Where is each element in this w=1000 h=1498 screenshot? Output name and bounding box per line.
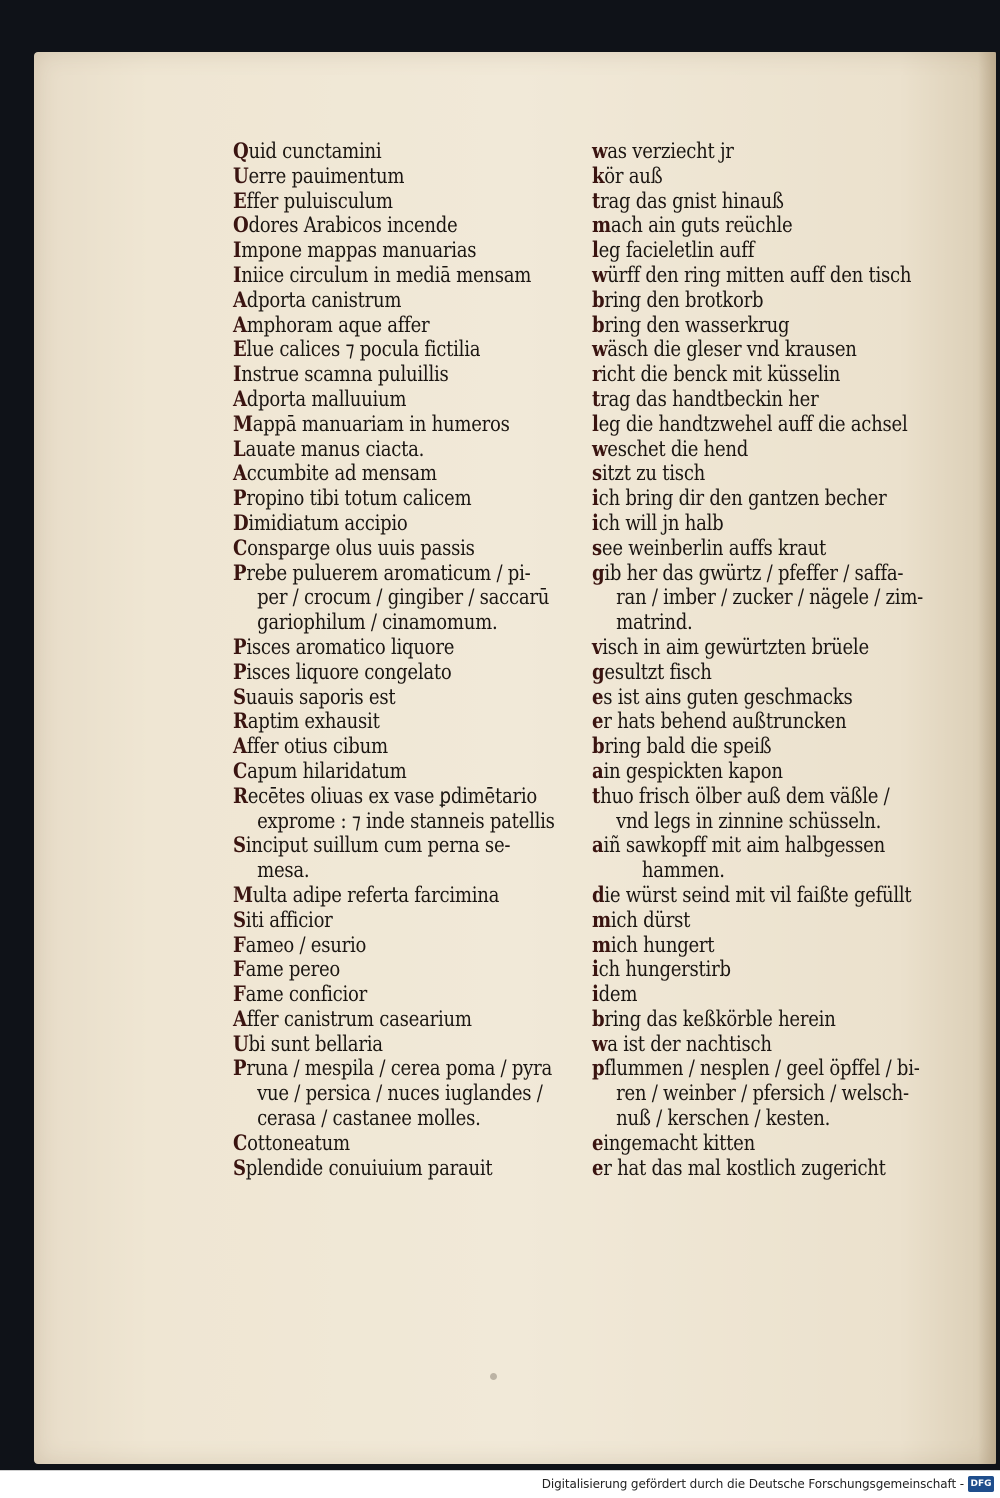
german-text: iñ sawkopff mit aim halbgessen <box>603 833 885 858</box>
latin-line: gariophilum / cinamomum. <box>257 610 498 635</box>
latin-initial: A <box>233 286 247 312</box>
latin-initial: C <box>233 757 248 783</box>
german-initial: m <box>592 906 611 932</box>
latin-text: dporta canistrum <box>246 287 402 312</box>
german-text: eg die handtzwehel auff die achsel <box>598 411 908 436</box>
german-line <box>592 337 906 362</box>
latin-line <box>233 759 538 784</box>
ink-smudge <box>490 1373 497 1380</box>
latin-text: ulta adipe referta farcimina <box>252 882 500 907</box>
latin-line <box>233 536 538 561</box>
latin-initial: A <box>233 733 247 759</box>
german-line <box>592 313 906 338</box>
german-line <box>592 908 906 933</box>
german-text: rag das handtbeckin her <box>600 386 819 411</box>
latin-text: ecētes oliuas ex vase ꝑdimētario <box>247 783 537 808</box>
latin-text: ffer canistrum casearium <box>246 1006 472 1031</box>
german-initial: w <box>592 138 608 163</box>
latin-initial: F <box>233 956 246 982</box>
latin-line <box>233 412 538 437</box>
german-text: esultzt fisch <box>604 659 712 684</box>
latin-text: ffer otius cibum <box>246 734 388 759</box>
german-initial: s <box>592 534 602 560</box>
latin-line <box>233 685 538 710</box>
german-line <box>592 660 906 685</box>
german-initial: t <box>592 782 601 808</box>
german-text: ingemacht kitten <box>603 1130 755 1155</box>
german-initial: w <box>592 336 608 362</box>
german-line: nuß / kerschen / kesten. <box>616 1106 831 1131</box>
german-line <box>592 709 906 734</box>
latin-initial: R <box>233 782 248 808</box>
german-initial: b <box>592 286 605 312</box>
german-initial: k <box>592 162 605 188</box>
german-text: dem <box>598 982 638 1007</box>
latin-line <box>233 1131 538 1156</box>
german-line <box>592 139 906 164</box>
german-initial: i <box>592 509 599 535</box>
german-initial: e <box>592 1154 604 1180</box>
latin-text: niice circulum in mediā mensam <box>241 262 532 287</box>
latin-text: apum hilaridatum <box>247 758 407 783</box>
german-initial: l <box>592 237 599 263</box>
latin-initial: P <box>233 658 247 684</box>
latin-column <box>233 139 588 1180</box>
latin-line <box>233 734 538 759</box>
latin-text: ameo / esurio <box>245 932 367 957</box>
latin-initial: C <box>233 1129 248 1155</box>
german-text: ach ain guts reüchle <box>610 213 793 238</box>
latin-text: ropino tibi totum calicem <box>246 486 472 511</box>
latin-line <box>233 660 538 685</box>
german-initial: a <box>592 832 604 858</box>
german-text: ring das keßkörble herein <box>604 1006 836 1031</box>
german-column <box>592 139 957 1180</box>
latin-line <box>233 933 538 958</box>
footer-bar <box>0 1470 1000 1498</box>
german-initial: w <box>592 261 608 287</box>
german-text: icht die benck mit küsselin <box>601 362 841 387</box>
latin-initial: I <box>233 361 242 387</box>
german-line <box>592 635 906 660</box>
latin-initial: U <box>233 162 249 188</box>
german-line <box>592 881 912 908</box>
latin-line <box>233 263 538 288</box>
latin-initial: E <box>233 336 247 362</box>
latin-initial: E <box>233 187 247 213</box>
dfg-logo: DFG <box>968 1476 994 1492</box>
german-initial: e <box>592 683 604 709</box>
latin-line: exprome : ⁊ inde stanneis patellis <box>257 808 555 833</box>
german-text: r hats behend außtruncken <box>603 709 847 734</box>
german-text: a ist der nachtisch <box>607 1031 772 1056</box>
latin-text: runa / mespila / cerea poma / pyra <box>246 1056 553 1081</box>
german-line <box>592 189 906 214</box>
german-line: ran / imber / zucker / nägele / zim- <box>616 585 924 610</box>
german-initial: w <box>592 1030 608 1056</box>
german-initial: a <box>592 757 604 783</box>
german-text: äsch die gleser vnd krausen <box>607 337 857 362</box>
german-line <box>592 261 912 288</box>
german-text: rag das gnist hinauß <box>600 188 784 213</box>
latin-initial: A <box>233 460 247 486</box>
german-text: flummen / nesplen / geel öpffel / bi- <box>604 1056 920 1081</box>
german-initial: e <box>592 708 604 734</box>
german-line <box>592 387 906 412</box>
latin-text: isces liquore congelato <box>246 659 452 684</box>
latin-line <box>233 288 538 313</box>
latin-line <box>233 387 538 412</box>
latin-text: dporta malluuium <box>246 386 407 411</box>
german-line <box>592 734 906 759</box>
latin-initial: S <box>233 906 246 932</box>
german-line <box>592 982 906 1007</box>
german-line <box>592 759 906 784</box>
german-line <box>592 288 906 313</box>
latin-line: vue / persica / nuces iuglandes / <box>257 1081 543 1106</box>
latin-text: uauis saporis est <box>245 684 396 709</box>
latin-line <box>233 1156 538 1181</box>
german-text: isch in aim gewürtzten brüele <box>602 634 869 659</box>
latin-line <box>233 982 538 1007</box>
latin-initial: M <box>233 410 253 436</box>
latin-text: aptim exhausit <box>247 709 380 734</box>
german-initial: g <box>592 559 605 585</box>
latin-initial: R <box>233 708 248 734</box>
latin-line: cerasa / castanee molles. <box>257 1106 481 1131</box>
latin-text: nstrue scamna puluillis <box>241 362 449 387</box>
latin-initial: D <box>233 509 249 535</box>
latin-text: lue calices ⁊ pocula fictilia <box>246 337 481 362</box>
german-initial: p <box>592 1055 605 1081</box>
german-initial: e <box>592 1129 604 1155</box>
german-initial: r <box>592 361 602 387</box>
german-line <box>592 486 906 511</box>
latin-initial: Q <box>233 138 249 163</box>
latin-text: isces aromatico liquore <box>246 634 455 659</box>
german-line <box>592 238 906 263</box>
german-text: eschet die hend <box>607 436 749 461</box>
latin-initial: P <box>233 559 247 585</box>
latin-line: mesa. <box>257 858 310 883</box>
german-initial: l <box>592 410 599 436</box>
latin-initial: P <box>233 633 247 659</box>
latin-initial: A <box>233 311 247 337</box>
german-initial: s <box>592 460 602 486</box>
german-initial: b <box>592 311 605 337</box>
german-text: eg facieletlin auff <box>598 238 755 263</box>
latin-line <box>233 511 538 536</box>
latin-line <box>233 957 538 982</box>
german-line <box>592 437 906 462</box>
latin-line <box>233 139 538 164</box>
latin-text: rebe puluerem aromaticum / pi- <box>246 560 531 585</box>
latin-initial: I <box>233 237 242 263</box>
latin-initial: C <box>233 534 248 560</box>
latin-line <box>233 189 538 214</box>
german-line <box>592 362 906 387</box>
german-line <box>592 1156 906 1181</box>
german-text: ch bring dir den gantzen becher <box>598 486 887 511</box>
german-text: huo frisch ölber auß dem väßle / <box>600 783 890 808</box>
german-line <box>592 833 906 858</box>
german-line <box>592 1007 906 1032</box>
german-line <box>592 1131 906 1156</box>
latin-initial: F <box>233 931 246 957</box>
latin-text: ffer puluisculum <box>246 188 393 213</box>
latin-initial: P <box>233 1055 247 1081</box>
latin-text: mpone mappas manuarias <box>241 238 477 263</box>
german-text: ring den brotkorb <box>604 287 764 312</box>
german-line <box>592 1032 906 1057</box>
german-initial: w <box>592 435 608 461</box>
german-line <box>592 957 906 982</box>
latin-text: onsparge olus uuis passis <box>247 535 475 560</box>
latin-initial: S <box>233 1154 246 1180</box>
latin-line <box>233 337 538 362</box>
latin-text: ame pereo <box>245 957 341 982</box>
latin-text: auate manus ciacta. <box>245 436 425 461</box>
latin-initial: O <box>233 212 249 238</box>
german-initial: i <box>592 956 599 982</box>
latin-text: bi sunt bellaria <box>248 1031 383 1056</box>
german-text: in gespickten kapon <box>603 758 783 783</box>
german-line <box>592 164 906 189</box>
german-text: ring bald die speiß <box>604 734 772 759</box>
latin-line <box>233 1032 538 1057</box>
german-text: ch will jn halb <box>598 510 724 535</box>
latin-initial: S <box>233 832 246 858</box>
german-line <box>592 685 906 710</box>
latin-line <box>233 1007 538 1032</box>
german-line <box>592 213 906 238</box>
german-line: ren / weinber / pfersich / welsch- <box>616 1081 909 1106</box>
latin-initial: L <box>233 435 246 461</box>
latin-text: erre pauimentum <box>248 163 405 188</box>
latin-line <box>233 833 538 858</box>
latin-line <box>233 784 538 809</box>
german-text: r hat das mal kostlich zugericht <box>603 1155 886 1180</box>
german-line: matrind. <box>616 610 693 635</box>
german-text: ee weinberlin auffs kraut <box>601 535 826 560</box>
german-line <box>592 784 906 809</box>
latin-line <box>233 709 538 734</box>
latin-initial: P <box>233 485 247 511</box>
latin-line <box>233 362 538 387</box>
latin-initial: F <box>233 981 246 1007</box>
german-initial: b <box>592 1005 605 1031</box>
german-text: itzt zu tisch <box>601 461 706 486</box>
latin-text: ottoneatum <box>247 1130 350 1155</box>
german-initial: t <box>592 385 601 411</box>
latin-text: dores Arabicos incende <box>248 213 458 238</box>
footer-credit: Digitalisierung gefördert durch die Deutsche Forschungsgemeinschaft - <box>541 1477 964 1491</box>
latin-line: per / crocum / gingiber / saccarū <box>257 585 550 610</box>
latin-line <box>233 883 538 908</box>
german-text: ör auß <box>604 163 663 188</box>
latin-text: ccumbite ad mensam <box>246 461 437 486</box>
latin-text: imidiatum accipio <box>248 510 408 535</box>
german-line: vnd legs in zinnine schüsseln. <box>616 808 882 833</box>
german-text: ch hungerstirb <box>598 957 731 982</box>
german-line <box>592 536 906 561</box>
latin-line <box>233 486 538 511</box>
german-text: ürff den ring mitten auff den tisch <box>607 262 912 287</box>
german-text: ie würst seind mit vil faißte gefüllt <box>604 882 912 907</box>
german-initial: v <box>592 633 603 659</box>
german-initial: i <box>592 485 599 511</box>
latin-line <box>233 561 538 586</box>
latin-initial: U <box>233 1030 249 1056</box>
latin-line <box>233 461 538 486</box>
latin-text: ame conficior <box>245 982 368 1007</box>
latin-line <box>233 164 538 189</box>
latin-initial: M <box>233 881 253 907</box>
german-initial: t <box>592 187 601 213</box>
german-text: s ist ains guten geschmacks <box>603 684 853 709</box>
german-text: as verziecht jr <box>607 139 734 163</box>
german-initial: g <box>592 658 605 684</box>
german-initial: b <box>592 733 605 759</box>
latin-initial: A <box>233 385 247 411</box>
german-line <box>592 511 906 536</box>
latin-line <box>233 437 538 462</box>
latin-text: iti afficior <box>245 907 333 932</box>
latin-text: uid cunctamini <box>248 139 382 163</box>
german-text: ring den wasserkrug <box>604 312 790 337</box>
latin-initial: I <box>233 261 242 287</box>
latin-initial: A <box>233 1005 247 1031</box>
german-line <box>592 561 906 586</box>
latin-initial: S <box>233 683 246 709</box>
latin-text: mphoram aque affer <box>246 312 430 337</box>
german-line <box>592 933 906 958</box>
german-initial: d <box>592 881 605 907</box>
german-line <box>592 412 906 437</box>
latin-line <box>233 313 538 338</box>
german-text: ib her das gwürtz / pfeffer / saffa- <box>604 560 904 585</box>
latin-text: inciput suillum cum perna se- <box>245 833 511 858</box>
german-line: hammen. <box>641 858 725 883</box>
german-line <box>592 461 906 486</box>
latin-line <box>233 635 538 660</box>
german-initial: m <box>592 931 611 957</box>
german-line <box>592 1055 920 1081</box>
latin-line <box>233 908 538 933</box>
german-text: ich hungert <box>610 932 715 957</box>
german-initial: i <box>592 981 599 1007</box>
latin-text: plendide conuiuium parauit <box>245 1155 493 1180</box>
latin-line <box>233 238 538 263</box>
german-text: ich dürst <box>610 907 691 932</box>
latin-line <box>233 1055 553 1081</box>
german-initial: m <box>592 212 611 238</box>
latin-line <box>233 213 538 238</box>
latin-text: appā manuariam in humeros <box>252 411 510 436</box>
